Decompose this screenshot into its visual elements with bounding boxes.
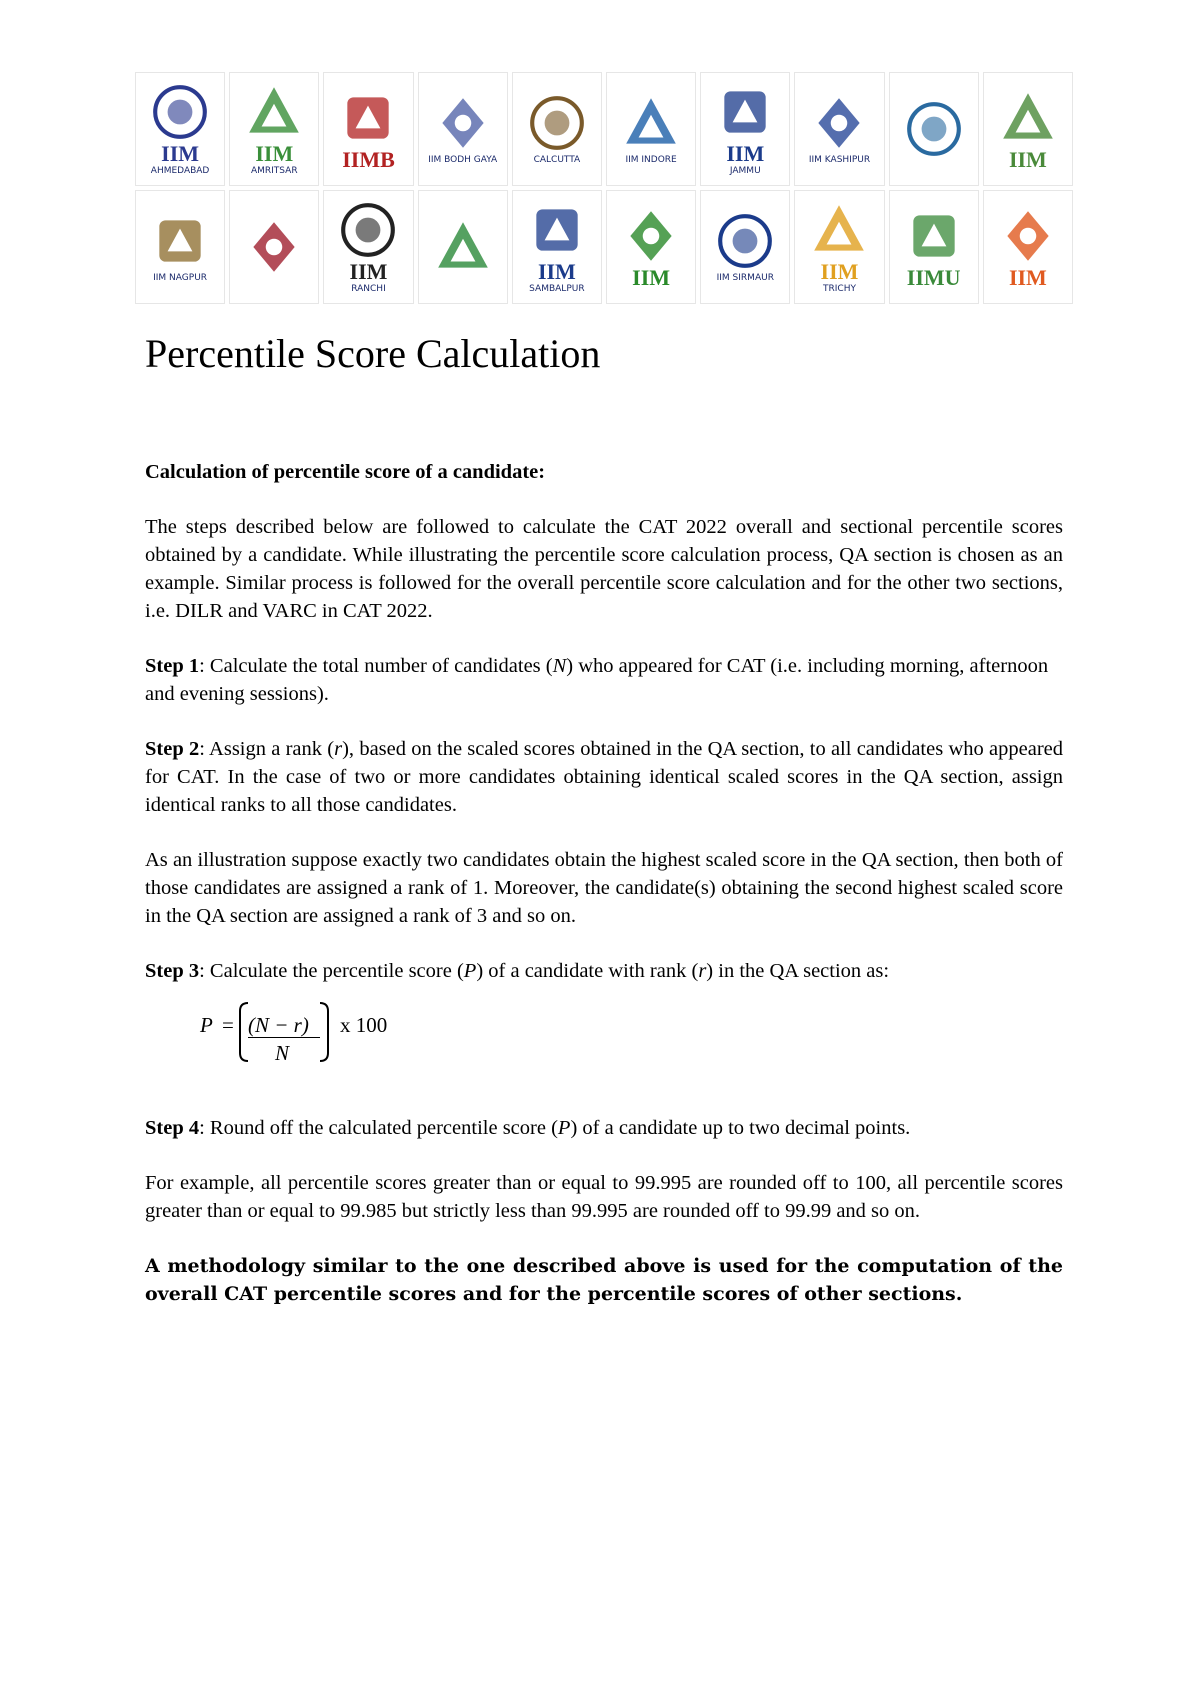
figure-emblem-icon [808, 199, 870, 261]
leaf-emblem-icon [620, 92, 682, 154]
step-4-text-a: : Round off the calculated percentile score ( [199, 1117, 558, 1139]
logo-cell [323, 72, 413, 186]
step-1-var: N [552, 655, 567, 677]
step-3-var-p: P [463, 960, 477, 982]
green-seal-emblem-icon [432, 216, 494, 278]
logo-sublabel: CALCUTTA [533, 155, 581, 166]
step-1-label: Step 1 [145, 655, 200, 677]
logo-cell [606, 190, 696, 304]
logo-cell [512, 72, 602, 186]
logo-cell [135, 72, 225, 186]
conclusion-paragraph: A methodology similar to the one described above is used for the computation of the overall CAT percentile scores and for the percentile scores of other sections. [145, 1255, 1063, 1305]
logo-sublabel: AMRITSAR [250, 166, 298, 177]
logo-cell [229, 72, 319, 186]
step-3-text-a: : Calculate the percentile score ( [199, 960, 464, 982]
logo-label: IIMB [342, 147, 395, 172]
step-4-text-b: ) of a candidate up to two decimal points. [570, 1117, 911, 1139]
step-1-paragraph [145, 652, 1063, 708]
step-2-label: Step 2 [145, 738, 200, 760]
fan-emblem-icon [620, 205, 682, 267]
illustration-paragraph: As an illustration suppose exactly two candidates obtain the highest scaled score in the QA section, then both of those candidates are assigned a rank of 1. Moreover, the candidate(s) obtaining the second highest scaled score in the QA section are assigned a rank of 3 and so on. [145, 849, 1063, 927]
globe-emblem-icon [997, 87, 1059, 149]
document-body [145, 458, 1063, 1335]
tree-emblem-icon [149, 81, 211, 143]
logo-cell [700, 72, 790, 186]
logo-cell [889, 190, 979, 304]
step-2-var: r [334, 738, 343, 760]
shield-emblem-icon [714, 210, 776, 272]
step-3-text-b: ) of a candidate with rank ( [476, 960, 699, 982]
star-knot-emblem-icon [526, 199, 588, 261]
step-2-paragraph [145, 735, 1063, 819]
formula-equals: = [222, 1013, 234, 1037]
step-1-text-b: ) who appeared for CAT (i.e. including morning, afternoon and evening sessions). [145, 655, 1049, 705]
pinwheel-emblem-icon [903, 205, 965, 267]
formula-lhs: P [200, 1013, 213, 1037]
logo-label: IIM [1008, 147, 1047, 172]
logo-sublabel: IIM BODH GAYA [428, 155, 498, 166]
logo-label: IIM [349, 259, 388, 285]
swan-emblem-icon [337, 199, 399, 261]
step-2-text-b: ), based on the scaled scores obtained in the QA section, to all candidates who appeared for CAT. In the case of two or more candidates obtaining identical scaled scores in the QA section, assign identical ranks to all those candidates. [145, 738, 1063, 816]
logo-cell [606, 72, 696, 186]
gear-emblem-icon [526, 92, 588, 154]
step-2-text-a: : Assign a rank ( [199, 738, 335, 760]
logo-sublabel: IIM SIRMAUR [716, 273, 774, 284]
circle-emblem-icon [903, 98, 965, 160]
logo-label: IIM [632, 265, 671, 290]
right-bracket-icon [318, 1001, 330, 1063]
diamond-emblem-icon [997, 205, 1059, 267]
logo-cell [323, 190, 413, 304]
step-3-label: Step 3 [145, 960, 200, 982]
step-4-paragraph [145, 1114, 1063, 1142]
subheading: Calculation of percentile score of a candidate: [145, 461, 546, 483]
logo-label: IIM [537, 259, 576, 285]
logo-label: IIM [161, 141, 200, 167]
logo-cell [983, 72, 1073, 186]
fraction-line [248, 1037, 320, 1038]
formula-numerator: (N − r) [248, 1013, 309, 1037]
logo-cell [794, 190, 884, 304]
logo-sublabel: RANCHI [351, 284, 386, 295]
percentile-formula [200, 1001, 1063, 1067]
logo-cell [889, 72, 979, 186]
logo-label: IIM [1008, 265, 1047, 290]
intro-paragraph: The steps described below are followed to calculate the CAT 2022 overall and sectional percentile scores obtained by a candidate. While illustrating the percentile score calculation process, QA section is chosen as an example. Similar process is followed for the overall percentile score calculation and for the other two sections, i.e. DILR and VARC in CAT 2022. [145, 516, 1063, 622]
logo-sublabel: IIM INDORE [625, 155, 677, 166]
logo-sublabel: SAMBALPUR [529, 284, 585, 295]
arch-emblem-icon [337, 87, 399, 149]
lotus-emblem-icon [243, 81, 305, 143]
logo-cell [794, 72, 884, 186]
logo-sublabel: IIM KASHIPUR [808, 155, 871, 166]
bird-emblem-icon [714, 81, 776, 143]
oval-emblem-icon [149, 210, 211, 272]
logo-cell [700, 190, 790, 304]
logo-cell [229, 190, 319, 304]
logo-sublabel: AHMEDABAD [150, 166, 210, 177]
triangle-emblem-icon [808, 92, 870, 154]
logo-cell [418, 190, 508, 304]
stupa-emblem-icon [432, 92, 494, 154]
page-title: Percentile Score Calculation [145, 331, 601, 376]
logo-sublabel: IIM NAGPUR [153, 273, 208, 284]
step-4-label: Step 4 [145, 1117, 200, 1139]
logo-label: IIM [255, 141, 294, 167]
formula-denominator: N [275, 1041, 290, 1065]
logo-cell [135, 190, 225, 304]
logo-cell [512, 190, 602, 304]
step-3-paragraph [145, 957, 1063, 985]
logo-sublabel: TRICHY [823, 284, 856, 295]
logo-label: IIMU [906, 265, 961, 290]
logo-label: IIM [820, 259, 859, 285]
step-1-text-a: : Calculate the total number of candidates ( [199, 655, 553, 677]
logo-label: IIM [726, 141, 765, 167]
red-seal-emblem-icon [243, 216, 305, 278]
step-3-var-r: r [698, 960, 707, 982]
logo-grid [135, 72, 1073, 304]
logo-cell [418, 72, 508, 186]
step-4-var: P [557, 1117, 571, 1139]
step-3-text-c: ) in the QA section as: [706, 960, 890, 982]
formula-multiplier: x 100 [340, 1013, 388, 1037]
example-paragraph: For example, all percentile scores greater than or equal to 99.995 are rounded off to 100, all percentile scores greater than or equal to 99.985 but strictly less than 99.995 are rounded off to 99.99 and so on. [145, 1172, 1063, 1222]
logo-cell [983, 190, 1073, 304]
logo-sublabel: JAMMU [729, 166, 761, 177]
